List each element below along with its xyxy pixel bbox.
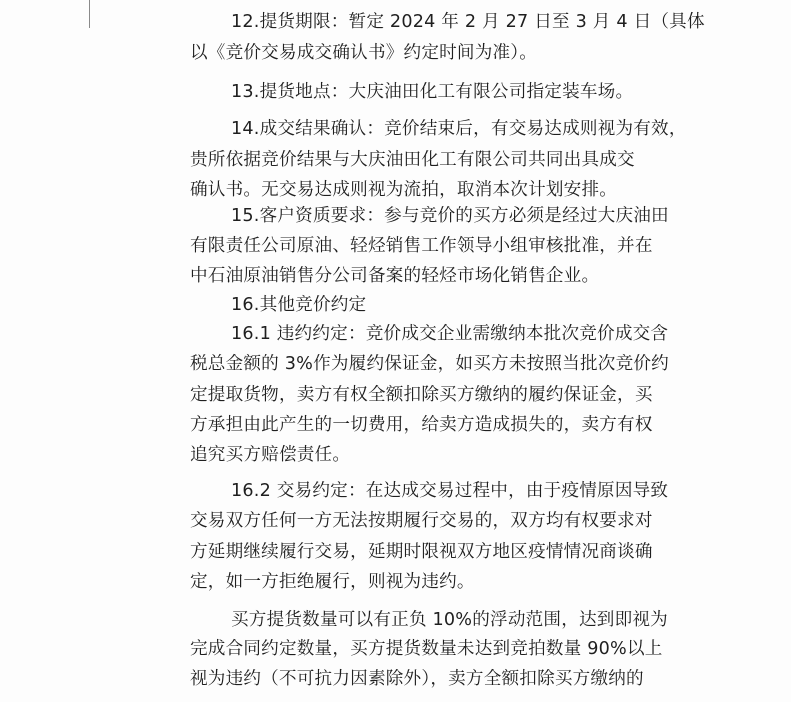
text-line: 14.成交结果确认：竞价结束后，有交易达成则视为有效， — [231, 119, 687, 139]
text-line: 视为违约（不可抗力因素除外），卖方全额扣除买方缴纳的 — [190, 669, 644, 689]
text-line: 确认书。无交易达成则视为流拍，取消本次计划安排。 — [190, 180, 618, 200]
text-line: 13.提货地点：大庆油田化工有限公司指定装车场。 — [231, 82, 634, 102]
text-line: 有限责任公司原油、轻烃销售工作领导小组审核批准，并在 — [190, 236, 653, 256]
text-line: 交易双方任何一方无法按期履行交易的，双方均有权要求对 — [190, 511, 653, 531]
text-line: 16.2 交易约定：在达成交易过程中，由于疫情原因导致 — [231, 481, 669, 501]
text-line: 16.其他竞价约定 — [231, 295, 367, 315]
text-line: 中石油原油销售分公司备案的轻烃市场化销售企业。 — [190, 266, 600, 286]
text-line: 定提取货物，卖方有权全额扣除买方缴纳的履约保证金，买 — [190, 385, 653, 405]
text-line: 方延期继续履行交易，延期时限视双方地区疫情情况商谈确 — [190, 542, 653, 562]
text-line: 定，如一方拒绝履行，则视为违约。 — [190, 572, 475, 592]
text-line: 税总金额的 3%作为履约保证金，如买方未按照当批次竞价约 — [190, 354, 669, 374]
text-line: 15.客户资质要求：参与竞价的买方必须是经过大庆油田 — [231, 206, 669, 226]
text-line: 贵所依据竞价结果与大庆油田化工有限公司共同出具成交 — [190, 150, 635, 170]
text-line: 12.提货期限：暂定 2024 年 2 月 27 日至 3 月 4 日（具体 — [231, 12, 705, 32]
text-line: 追究买方赔偿责任。 — [190, 445, 351, 465]
text-line: 16.1 违约约定：竞价成交企业需缴纳本批次竞价成交含 — [231, 324, 669, 344]
text-line: 完成合同约定数量，买方提货数量未达到竞拍数量 90%以上 — [190, 639, 663, 659]
margin-line — [89, 0, 90, 28]
text-line: 买方提货数量可以有正负 10%的浮动范围，达到即视为 — [231, 610, 668, 630]
text-line: 方承担由此产生的一切费用，给卖方造成损失的，卖方有权 — [190, 415, 653, 435]
text-line: 以《竞价交易成交确认书》约定时间为准）。 — [190, 43, 538, 63]
